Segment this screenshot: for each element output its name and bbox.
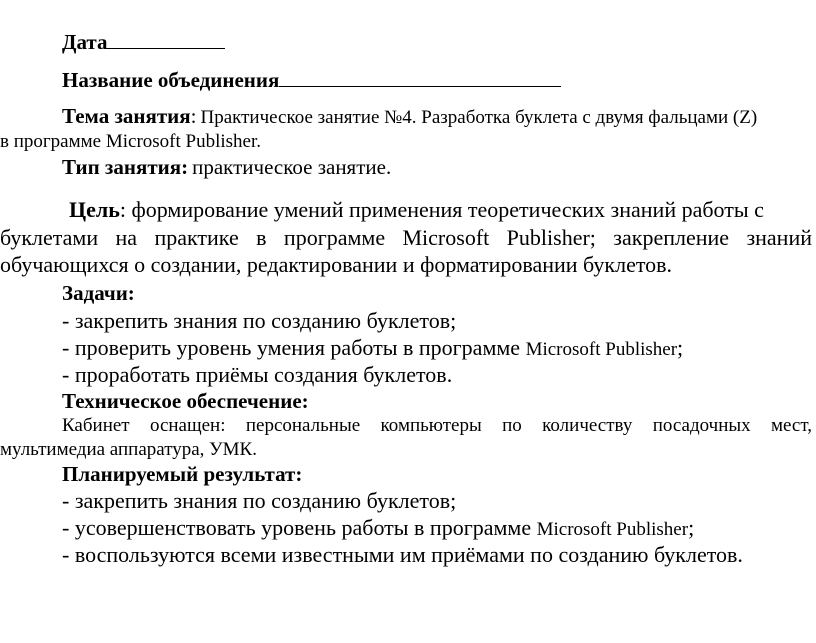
result-item-2-text: - усовершенствовать уровень работы в программе [62,515,532,540]
association-blank [279,68,561,87]
result-heading: Планируемый результат: [62,462,303,486]
result-item-3: - воспользуются всеми известными им приёмами по созданию буклетов. [62,542,743,567]
goal-label: Цель [69,197,120,222]
result-item-1: - закрепить знания по созданию буклетов; [62,488,457,513]
equipment-colon: : [301,389,309,413]
result-item-2-app: Microsoft Publisher [536,519,689,540]
date-blank [107,30,225,49]
tasks-heading: Задачи: [62,281,135,305]
task-item-2-app: Microsoft Publisher [525,339,678,360]
task-item-2-end: ; [677,335,684,360]
goal-text-line-3: обучающихся о создании, редактировании и форматировании буклетов. [0,252,673,277]
type-text: практическое занятие. [192,155,392,179]
equipment-heading [62,391,309,412]
association-line [62,68,561,91]
task-item-2-text: - проверить уровень умения работы в программе [62,335,521,360]
result-item-2 [62,517,694,539]
equipment-text-line-2: мультимедиа аппаратура, УМК. [0,439,257,460]
topic-text-line-2: в программе Microsoft Publisher. [0,131,262,152]
topic-text-line-1: Практическое занятие №4. Разработка буклета с двумя фальцами (Z) [200,107,758,128]
topic-label: Тема занятия [62,104,191,128]
task-item-1: - закрепить знания по созданию буклетов; [62,308,457,333]
type-label: Тип занятия: [62,155,189,179]
goal-text-line-2: буклетами на практике в программе Microsoft Publisher; закрепление знаний [0,225,812,250]
task-item-3: - проработать приёмы создания буклетов. [62,362,453,387]
goal-text-line-1: : формирование умений применения теоретических знаний работы с [119,197,764,222]
task-item-2 [62,337,683,359]
date-label: Дата [62,30,108,54]
result-item-2-end: ; [688,515,695,540]
topic-colon: : [190,104,197,128]
goal-line-1 [69,199,764,221]
equipment-label: Техническое обеспечение [62,389,302,413]
date-line [62,30,225,53]
type-line [62,157,391,178]
topic-line-1 [62,106,757,127]
association-label: Название объединения [62,68,280,92]
equipment-text-line-1: Кабинет оснащен: персональные компьютеры по количеству посадочных мест, [62,415,812,436]
